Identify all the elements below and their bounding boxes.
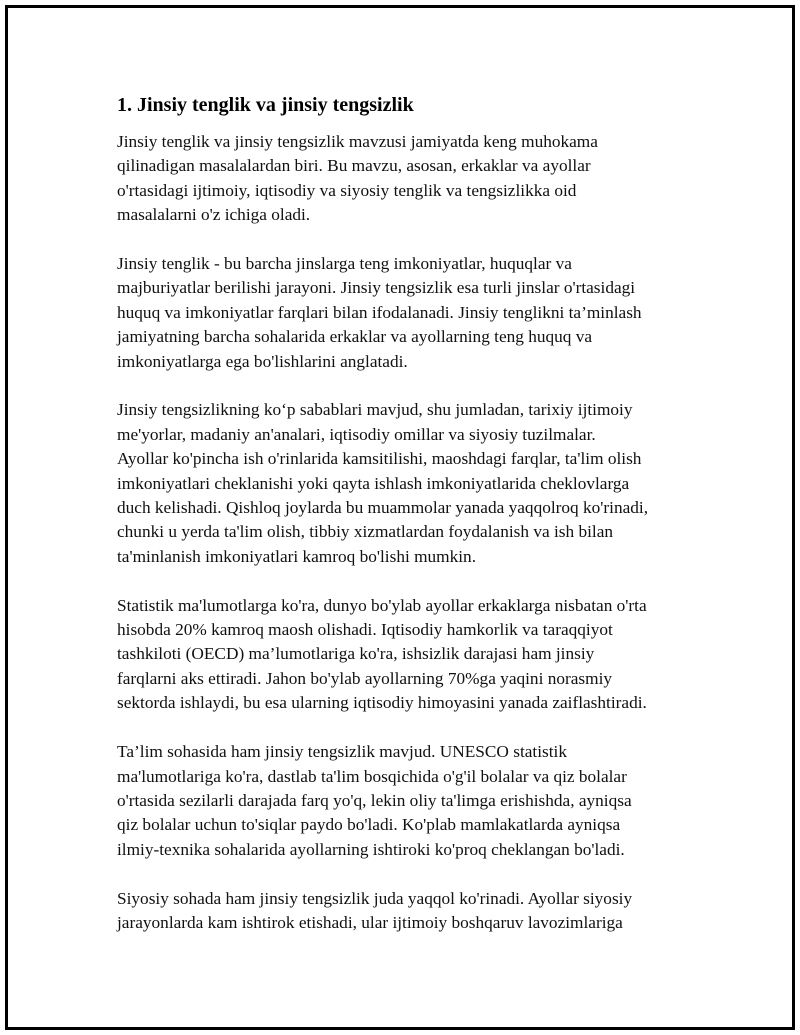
paragraph-causes: Jinsiy tengsizlikning ko‘p sabablari mavjud, shu jumladan, tarixiy ijtimoiy me'yorlar, madaniy an'analari, iqtisodiy omillar va siyosiy tuzilmalar. Ayollar ko'pincha ish o'rinlarida kamsitilishi, maoshdagi farqlar, ta'lim olish imkoniyatlari cheklanishi yoki qayta ishlash imkoniyatlarida cheklovlarga duch kelishadi. Qishloq joylarda bu muammolar yanada yaqqolroq ko'rinadi, chunki u yerda ta'lim olish, tibbiy xizmatlardan foydalanish va ish bilan ta'minlanish imkoniyatlari kamroq bo'lishi mumkin.	[117, 400, 649, 566]
paragraph-intro: Jinsiy tenglik va jinsiy tengsizlik mavzusi jamiyatda keng muhokama qilinadigan masalalardan biri. Bu mavzu, asosan, erkaklar va ayollar o'rtasidagi ijtimoiy, iqtisodiy va siyosiy tenglik va tengsizlikka oid masalalarni o'z ichiga oladi.	[117, 132, 598, 225]
document-body	[117, 92, 697, 960]
paragraph-definition: Jinsiy tenglik - bu barcha jinslarga teng imkoniyatlar, huquqlar va majburiyatlar berilishi jarayoni. Jinsiy tengsizlik esa turli jinslar o'rtasidagi huquq va imkoniyatlar farqlari bilan ifodalanadi. Jinsiy tenglikni ta’minlash jamiyatning barcha sohalarida erkaklar va ayollarning teng huquq va imkoniyatlarga ega bo'lishlarini anglatadi.	[117, 254, 642, 371]
paragraph-politics: Siyosiy sohada ham jinsiy tengsizlik juda yaqqol ko'rinadi. Ayollar siyosiy jarayonlarda kam ishtirok etishadi, ular ijtimoiy boshqaruv lavozimlariga	[117, 888, 633, 932]
section-heading: 1. Jinsiy tenglik va jinsiy tengsizlik	[117, 94, 414, 116]
paragraph-education: Ta’lim sohasida ham jinsiy tengsizlik mavjud. UNESCO statistik ma'lumotlariga ko'ra, dastlab ta'lim bosqichida o'g'il bolalar va qiz bolalar o'rtasida sezilarli darajada farq yo'q, lekin oliy ta'limga erishishda, ayniqsa qiz bolalar uchun to'siqlar paydo bo'ladi. Ko'plab mamlakatlarda ayniqsa ilmiy-texnika sohalarida ayollarning ishtiroki ko'proq cheklangan bo'ladi.	[117, 742, 632, 859]
paragraph-statistics: Statistik ma'lumotlarga ko'ra, dunyo bo'ylab ayollar erkaklarga nisbatan o'rta hisobda 20% kamroq maosh olishadi. Iqtisodiy hamkorlik va taraqqiyot tashkiloti (OECD) ma’lumotlariga ko'ra, ishsizlik darajasi ham jinsiy farqlarni aks ettiradi. Jahon bo'ylab ayollarning 70%ga yaqini norasmiy sektorda ishlaydi, bu esa ularning iqtisodiy himoyasini yanada zaiflashtiradi.	[117, 595, 647, 713]
